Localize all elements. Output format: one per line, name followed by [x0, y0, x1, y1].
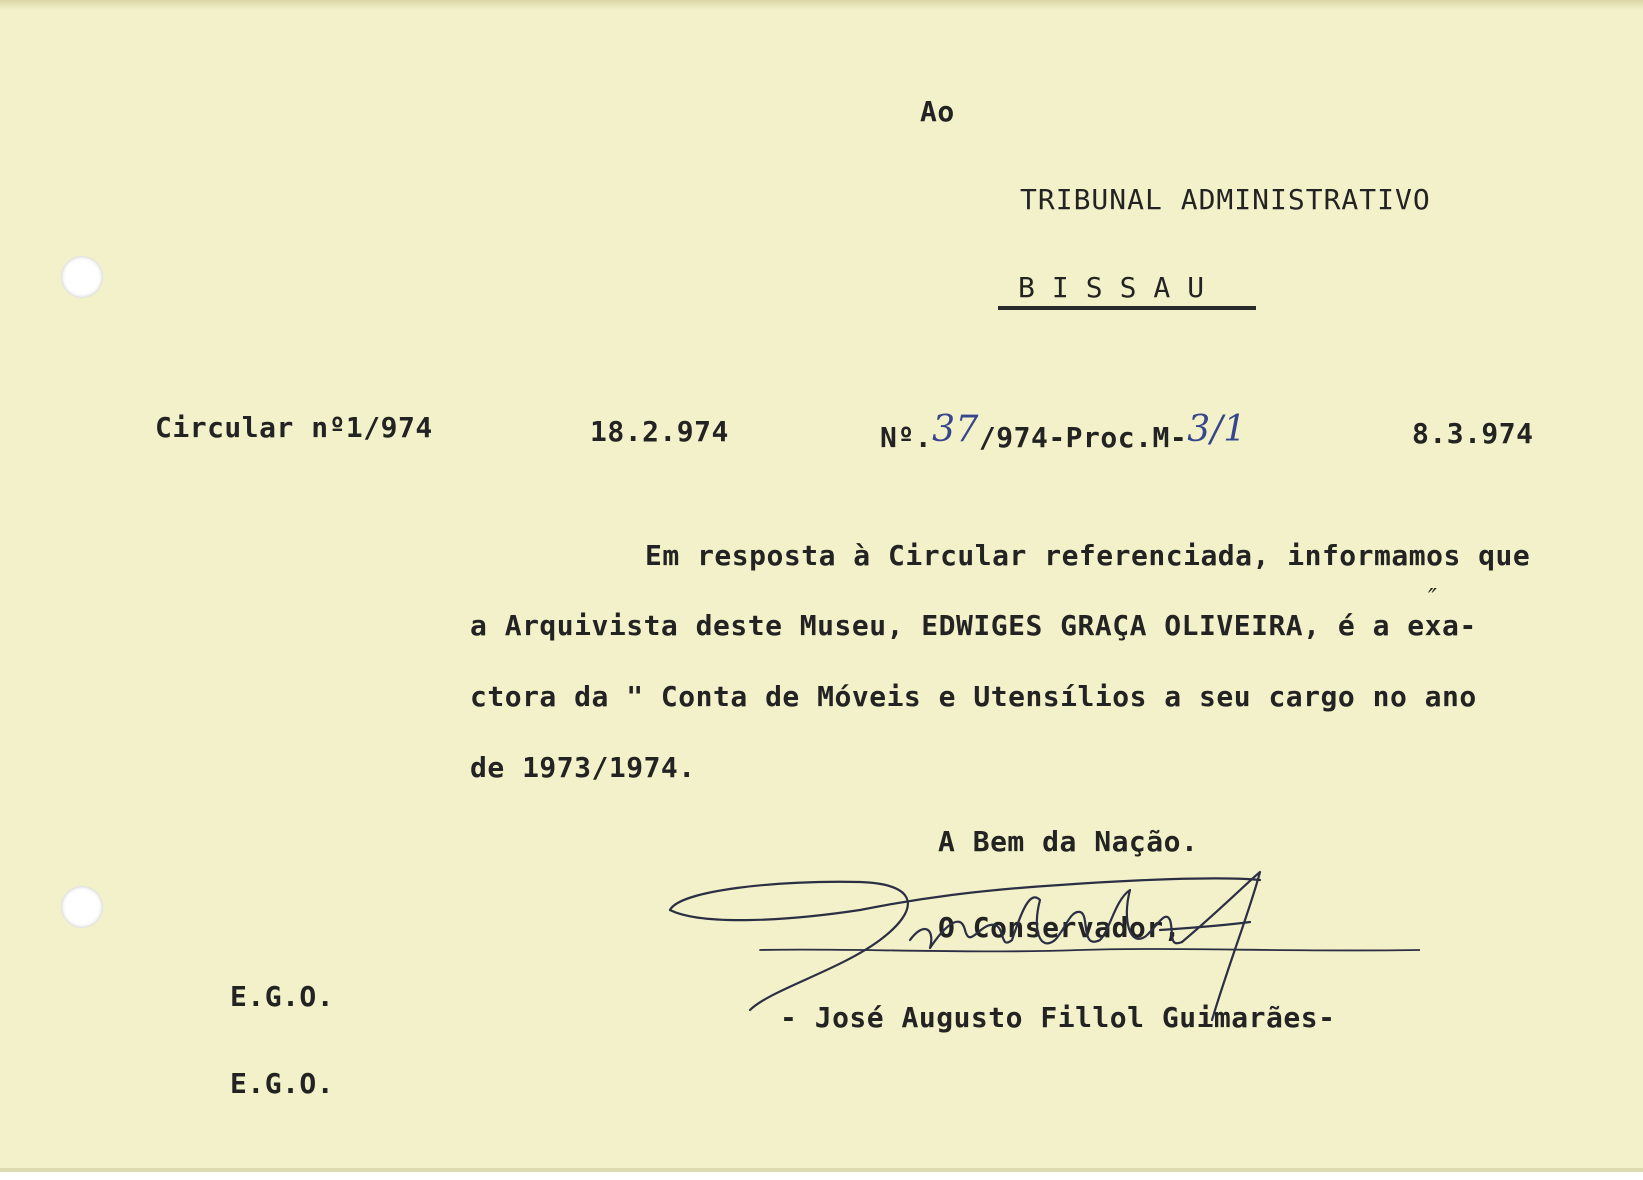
paper-bottom-edge	[0, 1168, 1643, 1172]
ditto-mark: ″	[1428, 584, 1437, 612]
reply-reference	[880, 409, 1247, 454]
body-line: de 1973/1974.	[470, 751, 696, 784]
punch-hole-bottom	[61, 886, 103, 928]
handwritten-signature	[660, 870, 1420, 1034]
reference-prefix: Nº.	[880, 421, 933, 454]
signatory-name: - José Augusto Fillol Guimarães-	[780, 1001, 1336, 1034]
body-line: a Arquivista deste Museu, EDWIGES GRAÇA OLIVEIRA, é a exa-	[470, 609, 1477, 642]
addressee: TRIBUNAL ADMINISTRATIVO	[1020, 183, 1431, 216]
scan-edge	[0, 0, 1643, 10]
reference-suffix: /974-Proc.M-	[978, 421, 1188, 454]
reply-date: 8.3.974	[1412, 417, 1534, 450]
handwritten-proc: 3/1	[1187, 409, 1247, 450]
initials: E.G.O.	[230, 1067, 335, 1100]
punch-hole-top	[61, 256, 103, 298]
salutation: Ao	[920, 95, 955, 128]
closing: A Bem da Nação.	[938, 825, 1199, 858]
body-line: Em resposta à Circular referenciada, informamos que	[645, 539, 1531, 572]
city: BISSAU	[1018, 271, 1222, 304]
signatory-title: O Conservador,	[938, 911, 1182, 944]
handwritten-number: 37	[932, 409, 979, 450]
circular-reference: Circular nº1/974	[155, 411, 433, 444]
circular-date: 18.2.974	[590, 415, 729, 448]
initials: E.G.O.	[230, 980, 335, 1013]
body-line: ctora da " Conta de Móveis e Utensílios a seu cargo no ano	[470, 680, 1477, 713]
city-underline	[998, 306, 1256, 310]
